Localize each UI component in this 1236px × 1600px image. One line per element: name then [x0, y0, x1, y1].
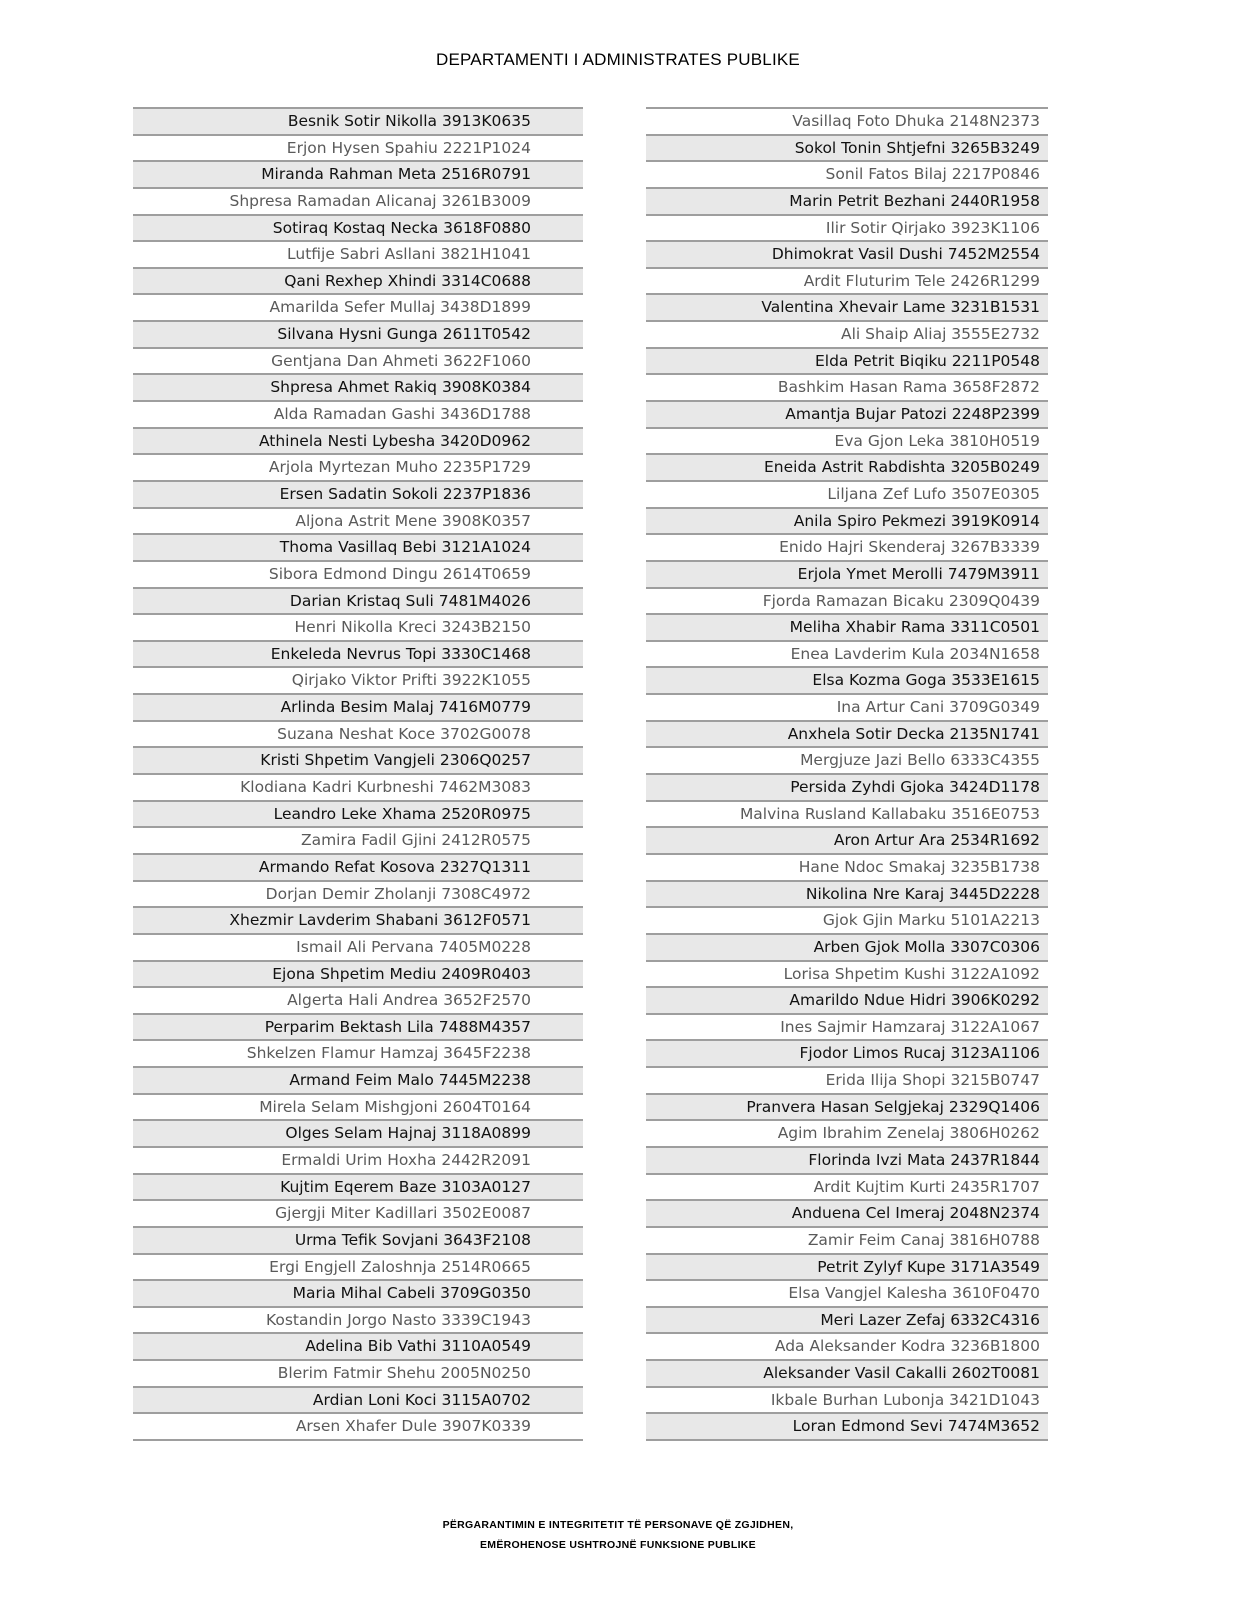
name-row: Maria Mihal Cabeli 3709G0350	[133, 1279, 583, 1306]
name-row: Shpresa Ramadan Alicanaj 3261B3009	[133, 187, 583, 214]
name-row: Malvina Rusland Kallabaku 3516E0753	[646, 800, 1048, 827]
name-row: Athinela Nesti Lybesha 3420D0962	[133, 427, 583, 454]
name-row: Ermaldi Urim Hoxha 2442R2091	[133, 1146, 583, 1173]
name-row: Eva Gjon Leka 3810H0519	[646, 427, 1048, 454]
name-row: Perparim Bektash Lila 7488M4357	[133, 1013, 583, 1040]
name-row: Gjok Gjin Marku 5101A2213	[646, 906, 1048, 933]
name-row: Shpresa Ahmet Rakiq 3908K0384	[133, 373, 583, 400]
name-row: Ersen Sadatin Sokoli 2237P1836	[133, 480, 583, 507]
name-row: Aljona Astrit Mene 3908K0357	[133, 507, 583, 534]
column-bottom-rule	[646, 1439, 1048, 1441]
name-row: Loran Edmond Sevi 7474M3652	[646, 1412, 1048, 1439]
name-row: Ardit Kujtim Kurti 2435R1707	[646, 1173, 1048, 1200]
name-row: Bashkim Hasan Rama 3658F2872	[646, 373, 1048, 400]
name-row: Fjodor Limos Rucaj 3123A1106	[646, 1039, 1048, 1066]
name-row: Liljana Zef Lufo 3507E0305	[646, 480, 1048, 507]
name-row: Qirjako Viktor Prifti 3922K1055	[133, 666, 583, 693]
name-row: Klodiana Kadri Kurbneshi 7462M3083	[133, 773, 583, 800]
name-row: Ismail Ali Pervana 7405M0228	[133, 933, 583, 960]
name-row: Qani Rexhep Xhindi 3314C0688	[133, 267, 583, 294]
footer-line-1: PËRGARANTIMIN E INTEGRITETIT TË PERSONAVE QË ZGJIDHEN,	[442, 1519, 794, 1531]
name-row: Ejona Shpetim Mediu 2409R0403	[133, 960, 583, 987]
name-row: Ardian Loni Koci 3115A0702	[133, 1386, 583, 1413]
name-row: Florinda Ivzi Mata 2437R1844	[646, 1146, 1048, 1173]
name-row: Darian Kristaq Suli 7481M4026	[133, 587, 583, 614]
name-row: Armand Feim Malo 7445M2238	[133, 1066, 583, 1093]
name-row: Anxhela Sotir Decka 2135N1741	[646, 720, 1048, 747]
name-row: Gentjana Dan Ahmeti 3622F1060	[133, 347, 583, 374]
name-row: Ikbale Burhan Lubonja 3421D1043	[646, 1386, 1048, 1413]
name-row: Aleksander Vasil Cakalli 2602T0081	[646, 1359, 1048, 1386]
name-row: Erida Ilija Shopi 3215B0747	[646, 1066, 1048, 1093]
name-row: Dhimokrat Vasil Dushi 7452M2554	[646, 240, 1048, 267]
name-row: Leandro Leke Xhama 2520R0975	[133, 800, 583, 827]
name-row: Amarilda Sefer Mullaj 3438D1899	[133, 293, 583, 320]
name-row: Ali Shaip Aliaj 3555E2732	[646, 320, 1048, 347]
name-row: Fjorda Ramazan Bicaku 2309Q0439	[646, 587, 1048, 614]
name-row: Henri Nikolla Kreci 3243B2150	[133, 613, 583, 640]
name-row: Lorisa Shpetim Kushi 3122A1092	[646, 960, 1048, 987]
name-row: Elsa Kozma Goga 3533E1615	[646, 666, 1048, 693]
name-row: Enido Hajri Skenderaj 3267B3339	[646, 533, 1048, 560]
name-row: Valentina Xhevair Lame 3231B1531	[646, 293, 1048, 320]
name-row: Petrit Zylyf Kupe 3171A3549	[646, 1253, 1048, 1280]
name-row: Sonil Fatos Bilaj 2217P0846	[646, 160, 1048, 187]
name-row: Besnik Sotir Nikolla 3913K0635	[133, 107, 583, 134]
name-row: Sibora Edmond Dingu 2614T0659	[133, 560, 583, 587]
name-row: Vasillaq Foto Dhuka 2148N2373	[646, 107, 1048, 134]
name-row: Hane Ndoc Smakaj 3235B1738	[646, 853, 1048, 880]
footer-line-2: EMËROHENOSE USHTROJNË FUNKSIONE PUBLIKE	[480, 1539, 756, 1551]
name-row: Zamira Fadil Gjini 2412R0575	[133, 826, 583, 853]
name-row: Mirela Selam Mishgjoni 2604T0164	[133, 1093, 583, 1120]
name-row: Elda Petrit Biqiku 2211P0548	[646, 347, 1048, 374]
name-row: Arjola Myrtezan Muho 2235P1729	[133, 453, 583, 480]
name-row: Lutfije Sabri Asllani 3821H1041	[133, 240, 583, 267]
name-row: Sokol Tonin Shtjefni 3265B3249	[646, 134, 1048, 161]
name-row: Ada Aleksander Kodra 3236B1800	[646, 1332, 1048, 1359]
name-row: Aron Artur Ara 2534R1692	[646, 826, 1048, 853]
name-row: Olges Selam Hajnaj 3118A0899	[133, 1119, 583, 1146]
name-row: Thoma Vasillaq Bebi 3121A1024	[133, 533, 583, 560]
name-row: Eneida Astrit Rabdishta 3205B0249	[646, 453, 1048, 480]
name-row: Arlinda Besim Malaj 7416M0779	[133, 693, 583, 720]
name-row: Armando Refat Kosova 2327Q1311	[133, 853, 583, 880]
name-row: Shkelzen Flamur Hamzaj 3645F2238	[133, 1039, 583, 1066]
name-row: Meliha Xhabir Rama 3311C0501	[646, 613, 1048, 640]
name-row: Ergi Engjell Zaloshnja 2514R0665	[133, 1253, 583, 1280]
name-row: Kristi Shpetim Vangjeli 2306Q0257	[133, 746, 583, 773]
name-row: Amantja Bujar Patozi 2248P2399	[646, 400, 1048, 427]
name-row: Silvana Hysni Gunga 2611T0542	[133, 320, 583, 347]
left-name-column	[133, 107, 583, 1441]
name-row: Ina Artur Cani 3709G0349	[646, 693, 1048, 720]
name-row: Amarildo Ndue Hidri 3906K0292	[646, 986, 1048, 1013]
name-row: Ilir Sotir Qirjako 3923K1106	[646, 214, 1048, 241]
name-row: Ardit Fluturim Tele 2426R1299	[646, 267, 1048, 294]
name-row: Agim Ibrahim Zenelaj 3806H0262	[646, 1119, 1048, 1146]
name-row: Anduena Cel Imeraj 2048N2374	[646, 1199, 1048, 1226]
name-row: Anila Spiro Pekmezi 3919K0914	[646, 507, 1048, 534]
name-row: Kostandin Jorgo Nasto 3339C1943	[133, 1306, 583, 1333]
name-row: Meri Lazer Zefaj 6332C4316	[646, 1306, 1048, 1333]
name-row: Enkeleda Nevrus Topi 3330C1468	[133, 640, 583, 667]
right-name-column	[646, 107, 1048, 1441]
name-row: Urma Tefik Sovjani 3643F2108	[133, 1226, 583, 1253]
name-row: Pranvera Hasan Selgjekaj 2329Q1406	[646, 1093, 1048, 1120]
name-row: Mergjuze Jazi Bello 6333C4355	[646, 746, 1048, 773]
name-row: Erjola Ymet Merolli 7479M3911	[646, 560, 1048, 587]
name-row: Ines Sajmir Hamzaraj 3122A1067	[646, 1013, 1048, 1040]
name-row: Adelina Bib Vathi 3110A0549	[133, 1332, 583, 1359]
column-bottom-rule	[133, 1439, 583, 1441]
page-title: DEPARTAMENTI I ADMINISTRATES PUBLIKE	[436, 50, 800, 69]
name-row: Suzana Neshat Koce 3702G0078	[133, 720, 583, 747]
name-row: Algerta Hali Andrea 3652F2570	[133, 986, 583, 1013]
name-row: Nikolina Nre Karaj 3445D2228	[646, 880, 1048, 907]
name-row: Dorjan Demir Zholanji 7308C4972	[133, 880, 583, 907]
name-row: Arsen Xhafer Dule 3907K0339	[133, 1412, 583, 1439]
name-row: Persida Zyhdi Gjoka 3424D1178	[646, 773, 1048, 800]
name-row: Blerim Fatmir Shehu 2005N0250	[133, 1359, 583, 1386]
name-row: Zamir Feim Canaj 3816H0788	[646, 1226, 1048, 1253]
name-row: Enea Lavderim Kula 2034N1658	[646, 640, 1048, 667]
name-row: Kujtim Eqerem Baze 3103A0127	[133, 1173, 583, 1200]
page-footer	[0, 1515, 1236, 1555]
name-row: Xhezmir Lavderim Shabani 3612F0571	[133, 906, 583, 933]
name-row: Erjon Hysen Spahiu 2221P1024	[133, 134, 583, 161]
name-row: Sotiraq Kostaq Necka 3618F0880	[133, 214, 583, 241]
name-row: Alda Ramadan Gashi 3436D1788	[133, 400, 583, 427]
name-row: Miranda Rahman Meta 2516R0791	[133, 160, 583, 187]
name-row: Gjergji Miter Kadillari 3502E0087	[133, 1199, 583, 1226]
name-row: Arben Gjok Molla 3307C0306	[646, 933, 1048, 960]
name-row: Marin Petrit Bezhani 2440R1958	[646, 187, 1048, 214]
name-row: Elsa Vangjel Kalesha 3610F0470	[646, 1279, 1048, 1306]
